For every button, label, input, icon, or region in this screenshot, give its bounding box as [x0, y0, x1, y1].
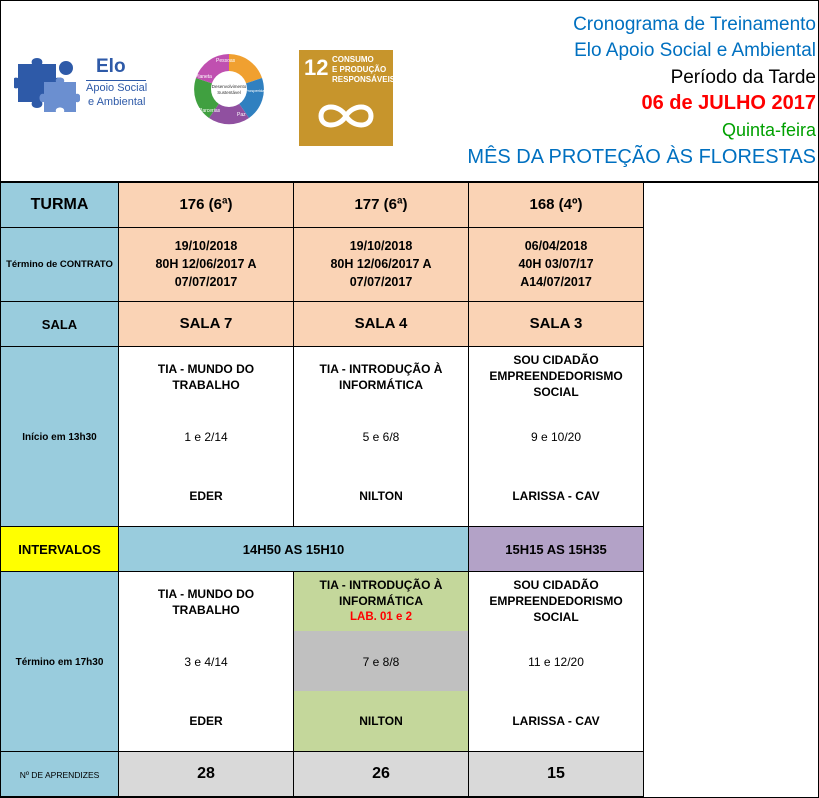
lab-note: LAB. 01 e 2	[350, 611, 412, 623]
elo-logo-divider	[86, 80, 146, 81]
contrato-line: 19/10/2018	[174, 239, 238, 253]
inicio-label-cell	[1, 347, 119, 527]
class-title-line: INFORMÁTICA	[339, 594, 423, 608]
sala-value: SALA 3	[529, 315, 583, 332]
sdg12-logo	[299, 50, 396, 146]
class-title-line: SOCIAL	[533, 610, 579, 624]
elo-logo	[14, 52, 149, 114]
class-instructor: EDER	[189, 714, 223, 728]
puzzle-icon	[14, 54, 80, 114]
contrato-line: 19/10/2018	[349, 239, 413, 253]
class-instructor: LARISSA - CAV	[512, 714, 600, 728]
header-title: Cronograma de Treinamento	[573, 14, 816, 35]
termino-cell-3	[469, 572, 644, 752]
turma-label: TURMA	[30, 196, 89, 213]
class-title-line: TRABALHO	[172, 603, 240, 617]
class-title-line: TRABALHO	[172, 378, 240, 392]
elo-logo-name: Elo	[96, 56, 126, 77]
sdg12-title3: RESPONSÁVEIS	[332, 75, 396, 84]
header-month-theme: MÊS DA PROTEÇÃO ÀS FLORESTAS	[467, 146, 816, 168]
aprendizes-cell-2	[294, 752, 469, 797]
class-instructor: NILTON	[359, 489, 403, 503]
class-lessons: 1 e 2/14	[184, 430, 228, 444]
intervalos-label: INTERVALOS	[18, 542, 101, 557]
sala-label: SALA	[41, 317, 78, 332]
sdg12-title1: CONSUMO	[332, 55, 374, 64]
class-title-line: SOU CIDADÃO	[513, 578, 599, 592]
sdg12-number: 12	[304, 55, 329, 80]
class-title-line: SOU CIDADÃO	[513, 353, 599, 367]
class-instructor: NILTON	[359, 714, 403, 728]
contrato-cell-3	[469, 228, 644, 302]
class-lessons: 9 e 10/20	[530, 430, 582, 444]
aprendizes-cell-1	[119, 752, 294, 797]
contrato-line: 80H 12/06/2017 A	[155, 257, 257, 271]
aprendizes-label: Nº DE APRENDIZES	[19, 770, 100, 780]
aprendizes-count: 15	[547, 765, 565, 782]
aprendizes-cell-3	[469, 752, 644, 797]
termino-cell-1	[119, 572, 294, 752]
header-date: 06 de JULHO 2017	[641, 92, 816, 114]
contrato-line: 80H 12/06/2017 A	[330, 257, 432, 271]
contrato-line: A14/07/2017	[520, 275, 592, 289]
class-title-line: TIA - MUNDO DO	[157, 362, 255, 376]
contrato-cell-1	[119, 228, 294, 302]
inicio-label: Início em 13h30	[22, 432, 97, 443]
class-title-line: TIA - MUNDO DO	[157, 587, 255, 601]
contrato-line: 07/07/2017	[174, 275, 238, 289]
turma-cell-3	[469, 183, 644, 228]
header	[0, 0, 819, 181]
ods-logo	[189, 52, 269, 126]
turma-label-cell	[1, 183, 119, 228]
class-title-line: EMPREENDEDORISMO	[489, 369, 623, 383]
elo-logo-line1: Apoio Social	[86, 82, 148, 94]
class-lessons: 7 e 8/8	[362, 655, 400, 669]
ods-left-label: Planeta	[195, 74, 212, 80]
sala-value: SALA 4	[354, 315, 408, 332]
contrato-label: Término de CONTRATO	[6, 259, 113, 270]
contrato-cell-2	[294, 228, 469, 302]
contrato-line: 07/07/2017	[349, 275, 413, 289]
turma-cell-1	[119, 183, 294, 228]
termino-label-cell	[1, 572, 119, 752]
sala-cell-1	[119, 302, 294, 347]
class-instructor: LARISSA - CAV	[512, 489, 600, 503]
aprendizes-count: 28	[197, 765, 215, 782]
sala-cell-2	[294, 302, 469, 347]
inicio-cell-3	[469, 347, 644, 527]
ods-right-label: Prosperidade	[245, 88, 269, 93]
class-title-line: INFORMÁTICA	[339, 378, 423, 392]
elo-logo-line2: e Ambiental	[88, 96, 146, 108]
turma-value: 177 (6ª)	[354, 196, 408, 213]
class-lessons: 11 e 12/20	[528, 655, 584, 669]
ods-center-line1: Desenvolvimento	[211, 84, 247, 89]
turma-value: 176 (6ª)	[179, 196, 233, 213]
intervalo-cell-2	[469, 527, 644, 572]
class-title-line: SOCIAL	[533, 385, 579, 399]
inicio-cell-2	[294, 347, 469, 527]
ods-bottom-left-label: Parcerias	[199, 108, 221, 114]
contrato-line: 06/04/2018	[524, 239, 588, 253]
sala-cell-3	[469, 302, 644, 347]
class-title-line: TIA - INTRODUÇÃO À	[319, 362, 443, 376]
class-lessons: 5 e 6/8	[362, 430, 400, 444]
header-period: Período da Tarde	[670, 67, 816, 88]
class-instructor: EDER	[189, 489, 223, 503]
ods-bottom-right-label: Paz	[237, 112, 246, 118]
aprendizes-label-cell	[1, 752, 119, 797]
termino-cell-2	[294, 572, 469, 752]
intervalos-label-cell	[1, 527, 119, 572]
sdg12-title2: E PRODUÇÃO	[332, 65, 387, 74]
intervalo-time: 14H50 AS 15H10	[242, 542, 345, 557]
class-lessons: 3 e 4/14	[184, 655, 228, 669]
sala-value: SALA 7	[179, 315, 233, 332]
sala-label-cell	[1, 302, 119, 347]
contrato-label-cell	[1, 228, 119, 302]
infinity-icon	[311, 96, 381, 136]
inicio-cell-1	[119, 347, 294, 527]
turma-value: 168 (4º)	[529, 196, 583, 213]
header-weekday: Quinta-feira	[721, 120, 816, 140]
turma-cell-2	[294, 183, 469, 228]
aprendizes-count: 26	[372, 765, 390, 782]
intervalo-time: 15H15 AS 15H35	[505, 542, 607, 557]
header-organization: Elo Apoio Social e Ambiental	[574, 40, 816, 61]
class-title-line: EMPREENDEDORISMO	[489, 594, 623, 608]
intervalo-cell-1	[119, 527, 469, 572]
class-title-line: TIA - INTRODUÇÃO À	[319, 578, 443, 592]
termino-label: Término em 17h30	[15, 657, 104, 668]
contrato-line: 40H 03/07/17	[518, 257, 594, 271]
ods-center-line2: Sustentável	[217, 90, 241, 95]
ods-top-label: Pessoas	[216, 58, 236, 64]
